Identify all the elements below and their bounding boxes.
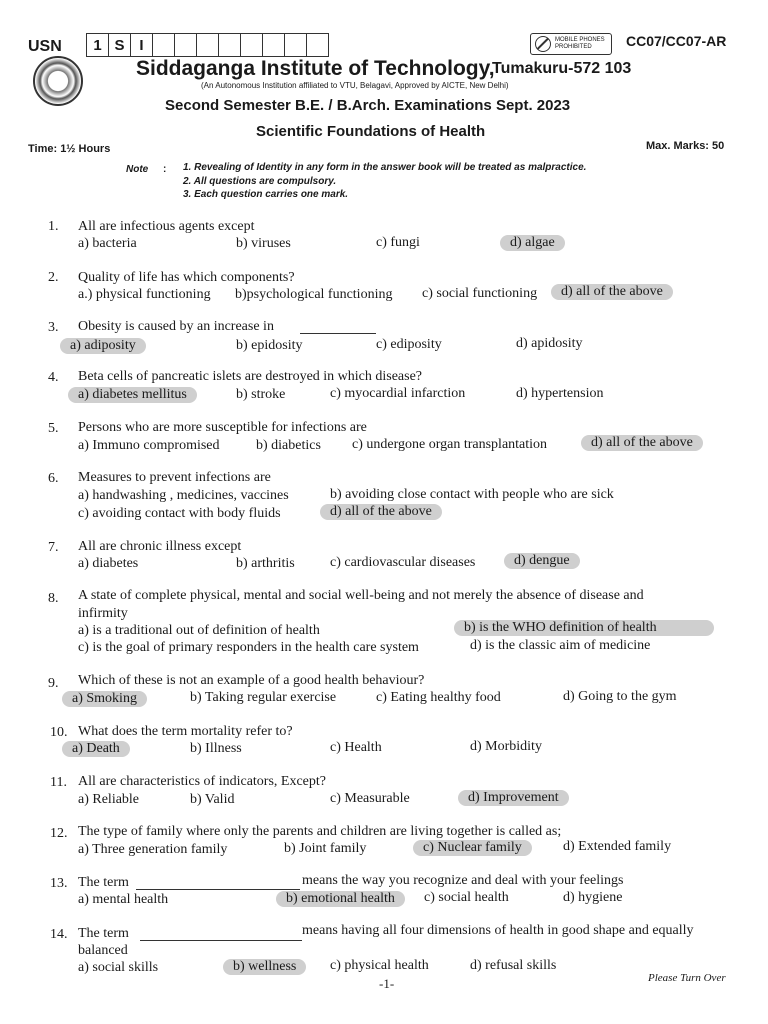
option: a) Immuno compromised bbox=[78, 438, 220, 453]
question-text: The term bbox=[78, 926, 129, 941]
answer-option-highlighted: a) adiposity bbox=[60, 338, 146, 354]
option: c) social functioning bbox=[422, 286, 538, 301]
option: d) hypertension bbox=[516, 386, 604, 401]
option: a) Reliable bbox=[78, 792, 140, 807]
option: c) ediposity bbox=[376, 337, 442, 352]
usn-box bbox=[241, 34, 263, 56]
question-number: 9. bbox=[48, 676, 59, 691]
note-line: 2. All questions are compulsory. bbox=[183, 176, 337, 187]
option: d) Going to the gym bbox=[563, 689, 677, 704]
institution-city: Tumakuru-572 103 bbox=[492, 60, 632, 77]
no-mobile-phones-badge bbox=[530, 33, 612, 55]
option: a) handwashing , medicines, vaccines bbox=[78, 488, 289, 503]
option: b) arthritis bbox=[236, 556, 295, 571]
question-text: A state of complete physical, mental and social well-being and not merely the absence of disease and bbox=[78, 588, 644, 603]
question-number: 10. bbox=[50, 725, 68, 740]
answer-option-highlighted: d) algae bbox=[500, 235, 565, 251]
question-number: 14. bbox=[50, 927, 68, 942]
usn-label: USN bbox=[28, 38, 62, 55]
usn-box bbox=[285, 34, 307, 56]
note-colon: : bbox=[163, 164, 167, 175]
option: c) Health bbox=[330, 740, 382, 755]
usn-box: I bbox=[131, 34, 153, 56]
question-number: 12. bbox=[50, 826, 68, 841]
question-text: What does the term mortality refer to? bbox=[78, 724, 293, 739]
answer-option-highlighted: a) Smoking bbox=[62, 691, 147, 707]
question-number: 7. bbox=[48, 540, 59, 555]
institution-affiliation: (An Autonomous Institution affiliated to VTU, Belagavi, Approved by AICTE, New Delhi) bbox=[201, 81, 509, 90]
usn-box bbox=[175, 34, 197, 56]
blank-line bbox=[300, 333, 376, 334]
question-number: 11. bbox=[50, 775, 67, 790]
turn-over-note: Please Turn Over bbox=[648, 972, 726, 984]
no-phone-icon bbox=[535, 36, 551, 52]
question-text: The term bbox=[78, 875, 129, 890]
answer-option-highlighted: b) wellness bbox=[223, 959, 306, 975]
option: c) Measurable bbox=[330, 791, 410, 806]
question-number: 3. bbox=[48, 320, 59, 335]
subject-title: Scientific Foundations of Health bbox=[256, 123, 486, 140]
answer-option-highlighted: a) diabetes mellitus bbox=[68, 387, 197, 403]
question-number: 4. bbox=[48, 370, 59, 385]
usn-box: 1 bbox=[87, 34, 109, 56]
question-text: Obesity is caused by an increase in bbox=[78, 319, 274, 334]
blank-line bbox=[140, 940, 302, 941]
option: a) Three generation family bbox=[78, 842, 228, 857]
option: d) is the classic aim of medicine bbox=[470, 638, 651, 653]
option: c) Eating healthy food bbox=[376, 690, 501, 705]
question-number: 6. bbox=[48, 471, 59, 486]
answer-option-highlighted: a) Death bbox=[62, 741, 130, 757]
option: a) social skills bbox=[78, 960, 159, 975]
note-label: Note bbox=[126, 164, 149, 175]
option: a) bacteria bbox=[78, 236, 137, 251]
question-number: 2. bbox=[48, 270, 59, 285]
option: d) Morbidity bbox=[470, 739, 542, 754]
option: b) viruses bbox=[236, 236, 291, 251]
option: c) is the goal of primary responders in the health care system bbox=[78, 640, 419, 655]
question-number: 1. bbox=[48, 219, 59, 234]
answer-option-highlighted: d) all of the above bbox=[320, 504, 442, 520]
blank-line bbox=[136, 889, 300, 890]
option: b) Joint family bbox=[284, 841, 367, 856]
usn-boxes bbox=[86, 33, 329, 57]
answer-option-highlighted: c) Nuclear family bbox=[413, 840, 532, 856]
phone-notice-text: MOBILE PHONES PROHIBITED bbox=[555, 37, 605, 50]
usn-box bbox=[307, 34, 328, 56]
note-line: 3. Each question carries one mark. bbox=[183, 189, 349, 200]
option: d) hygiene bbox=[563, 890, 623, 905]
question-text-continued: means having all four dimensions of health in good shape and equally bbox=[302, 923, 694, 938]
option: c) fungi bbox=[376, 235, 420, 250]
option: a) mental health bbox=[78, 892, 169, 907]
question-number: 8. bbox=[48, 591, 59, 606]
question-number: 13. bbox=[50, 876, 68, 891]
usn-box bbox=[263, 34, 285, 56]
option: b) Taking regular exercise bbox=[190, 690, 337, 705]
question-text: Beta cells of pancreatic islets are destroyed in which disease? bbox=[78, 369, 423, 384]
option: c) cardiovascular diseases bbox=[330, 555, 476, 570]
option: b) diabetics bbox=[256, 438, 321, 453]
option: b) Illness bbox=[190, 741, 242, 756]
option: c) physical health bbox=[330, 958, 429, 973]
option: b) stroke bbox=[236, 387, 286, 402]
question-text: All are characteristics of indicators, Except? bbox=[78, 774, 326, 789]
question-text: Persons who are more susceptible for infections are bbox=[78, 420, 367, 435]
option: a.) physical functioning bbox=[78, 287, 211, 302]
option: d) Extended family bbox=[563, 839, 672, 854]
question-text: Measures to prevent infections are bbox=[78, 470, 271, 485]
institution-logo bbox=[33, 56, 83, 106]
option: b)psychological functioning bbox=[235, 287, 393, 302]
option: a) is a traditional out of definition of health bbox=[78, 623, 320, 638]
usn-box bbox=[219, 34, 241, 56]
answer-option-highlighted: d) Improvement bbox=[458, 790, 569, 806]
time-allowed: Time: 1½ Hours bbox=[28, 143, 111, 155]
answer-option-highlighted: d) all of the above bbox=[551, 284, 673, 300]
option: c) social health bbox=[424, 890, 509, 905]
option: b) Valid bbox=[190, 792, 235, 807]
answer-option-highlighted: b) is the WHO definition of health bbox=[454, 620, 714, 636]
option: b) avoiding close contact with people who are sick bbox=[330, 487, 614, 502]
question-text-continued: infirmity bbox=[78, 606, 128, 621]
question-text: Quality of life has which components? bbox=[78, 270, 295, 285]
usn-box: S bbox=[109, 34, 131, 56]
answer-option-highlighted: d) all of the above bbox=[581, 435, 703, 451]
option: c) undergone organ transplantation bbox=[352, 437, 548, 452]
question-text: All are chronic illness except bbox=[78, 539, 242, 554]
page-number: -1- bbox=[379, 976, 395, 991]
option: d) refusal skills bbox=[470, 958, 557, 973]
question-number: 5. bbox=[48, 421, 59, 436]
question-text: The type of family where only the parents and children are living together is called as; bbox=[78, 824, 562, 839]
note-line: 1. Revealing of Identity in any form in the answer book will be treated as malpractice. bbox=[183, 162, 587, 173]
question-text: All are infectious agents except bbox=[78, 219, 255, 234]
option: c) myocardial infarction bbox=[330, 386, 466, 401]
option: a) diabetes bbox=[78, 556, 139, 571]
answer-option-highlighted: d) dengue bbox=[504, 553, 580, 569]
exam-title: Second Semester B.E. / B.Arch. Examinations Sept. 2023 bbox=[165, 97, 571, 114]
institution-name: Siddaganga Institute of Technology, bbox=[136, 57, 495, 80]
option: b) epidosity bbox=[236, 338, 303, 353]
question-text-continued: means the way you recognize and deal with your feelings bbox=[302, 873, 624, 888]
question-text-continued: balanced bbox=[78, 943, 128, 958]
max-marks: Max. Marks: 50 bbox=[646, 140, 725, 152]
question-text: Which of these is not an example of a good health behaviour? bbox=[78, 673, 425, 688]
answer-option-highlighted: b) emotional health bbox=[276, 891, 405, 907]
paper-code: CC07/CC07-AR bbox=[626, 33, 727, 49]
usn-box bbox=[197, 34, 219, 56]
option: d) apidosity bbox=[516, 336, 583, 351]
option: c) avoiding contact with body fluids bbox=[78, 506, 281, 521]
usn-box bbox=[153, 34, 175, 56]
